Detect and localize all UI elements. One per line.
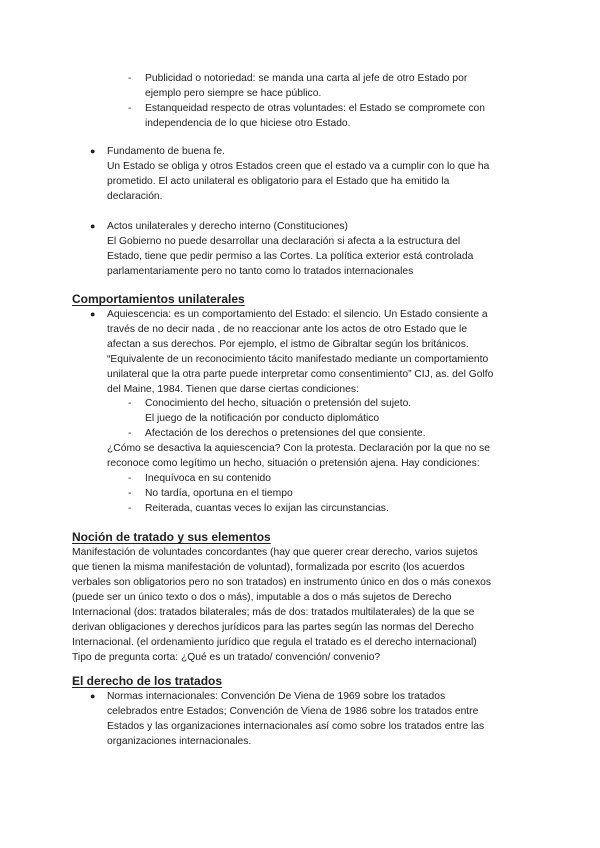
sub-item-estanqueidad: Estanqueidad respecto de otras voluntades: el Estado se compromete con independencia de lo que hiciese otro Estado.	[145, 103, 486, 129]
bullet-marker: ●	[90, 221, 96, 231]
section-heading-comportamientos: Comportamientos unilaterales	[72, 292, 245, 306]
dash-marker: -	[128, 103, 132, 114]
actos-body: El Gobierno no puede desarrollar una declaración si afecta a la estructura del Estado, tiene que pedir permiso a las Cortes. La política exterior está controlada parlamentariamente pero no tanto como lo tratados internacionales	[107, 236, 474, 277]
dash-marker: -	[128, 473, 132, 484]
sub-item-publicidad: Publicidad o notoriedad: se manda una carta al jefe de otro Estado por ejemplo pero siempre se hace público.	[145, 73, 468, 99]
dash-marker: -	[128, 488, 132, 499]
bullet-marker: ●	[90, 691, 96, 701]
dash-marker: -	[128, 428, 132, 439]
protesta-reiterada: Reiterada, cuantas veces lo exijan las circunstancias.	[145, 503, 389, 514]
normas-paragraph: Normas internacionales: Convención De Viena de 1969 sobre los tratados celebrados entre Estados; Convención de Viena de 1986 sobre los tratados entre Estados y las organizaciones internacionales así como sobre los tratados entre las organizaciones internacionales.	[107, 691, 485, 747]
nocion-body: Manifestación de voluntades concordantes (hay que querer crear derecho, varios sujetos que tienen la misma manifestación de voluntad), formalizada por escrito (los acuerdos verbales son obligatorios pero no son tratados) en instrumento único en dos o más conexos (puede ser un único texto o dos o más), imputable a dos o más sujetos de Derecho Internacional (dos: tratados bilaterales; más de dos: tratados multilaterales) de la que se derivan obligaciones y derechos jurídicos para las partes según las normas del Derecho Internacional. (el ordenamiento jurídico que regula el tratado es el derecho internacional) Tipo de pregunta corta: ¿Qué es un tratado/ convención/ convenio?	[72, 547, 491, 663]
bullet-marker: ●	[90, 309, 96, 319]
section-heading-nocion: Noción de tratado y sus elementos	[72, 530, 271, 544]
condicion-conocimiento: Conocimiento del hecho, situación o pretensión del sujeto. El juego de la notificación por conducto diplomático	[145, 398, 412, 424]
desactiva-paragraph: ¿Cómo se desactiva la aquiescencia? Con la protesta. Declaración por la que no se reconoce como legítimo un hecho, situación o pretensión ajena. Hay condiciones:	[107, 443, 490, 469]
actos-title: Actos unilaterales y derecho interno (Constituciones)	[107, 221, 348, 232]
aquiescencia-paragraph: Aquiescencia: es un comportamiento del Estado: el silencio. Un Estado consiente a través de no decir nada , de no reaccionar ante los actos de otro Estado que le afectan a sus derechos. Por ejemplo, el istmo de Gibraltar según los británicos. “Equivalente de un reconocimiento tácito manifestado mediante un comportamiento unilateral que la otra parte puede interpretar como consentimiento” CIJ, as. del Golfo del Maine, 1984. Tienen que darse ciertas condiciones:	[107, 309, 494, 395]
section-heading-derecho: El derecho de los tratados	[72, 674, 223, 688]
dash-marker: -	[128, 398, 132, 409]
bullet-marker: ●	[90, 146, 96, 156]
fundamento-title: Fundamento de buena fe.	[107, 146, 225, 157]
protesta-no-tardia: No tardía, oportuna en el tiempo	[145, 488, 293, 499]
dash-marker: -	[128, 73, 132, 84]
dash-marker: -	[128, 503, 132, 514]
protesta-inequivoca: Inequívoca en su contenido	[145, 473, 271, 484]
condicion-afectacion: Afectación de los derechos o pretensiones del que consiente.	[145, 428, 426, 439]
fundamento-body: Un Estado se obliga y otros Estados creen que el estado va a cumplir con lo que ha prometido. El acto unilateral es obligatorio para el Estado que ha emitido la declaración.	[107, 161, 490, 202]
